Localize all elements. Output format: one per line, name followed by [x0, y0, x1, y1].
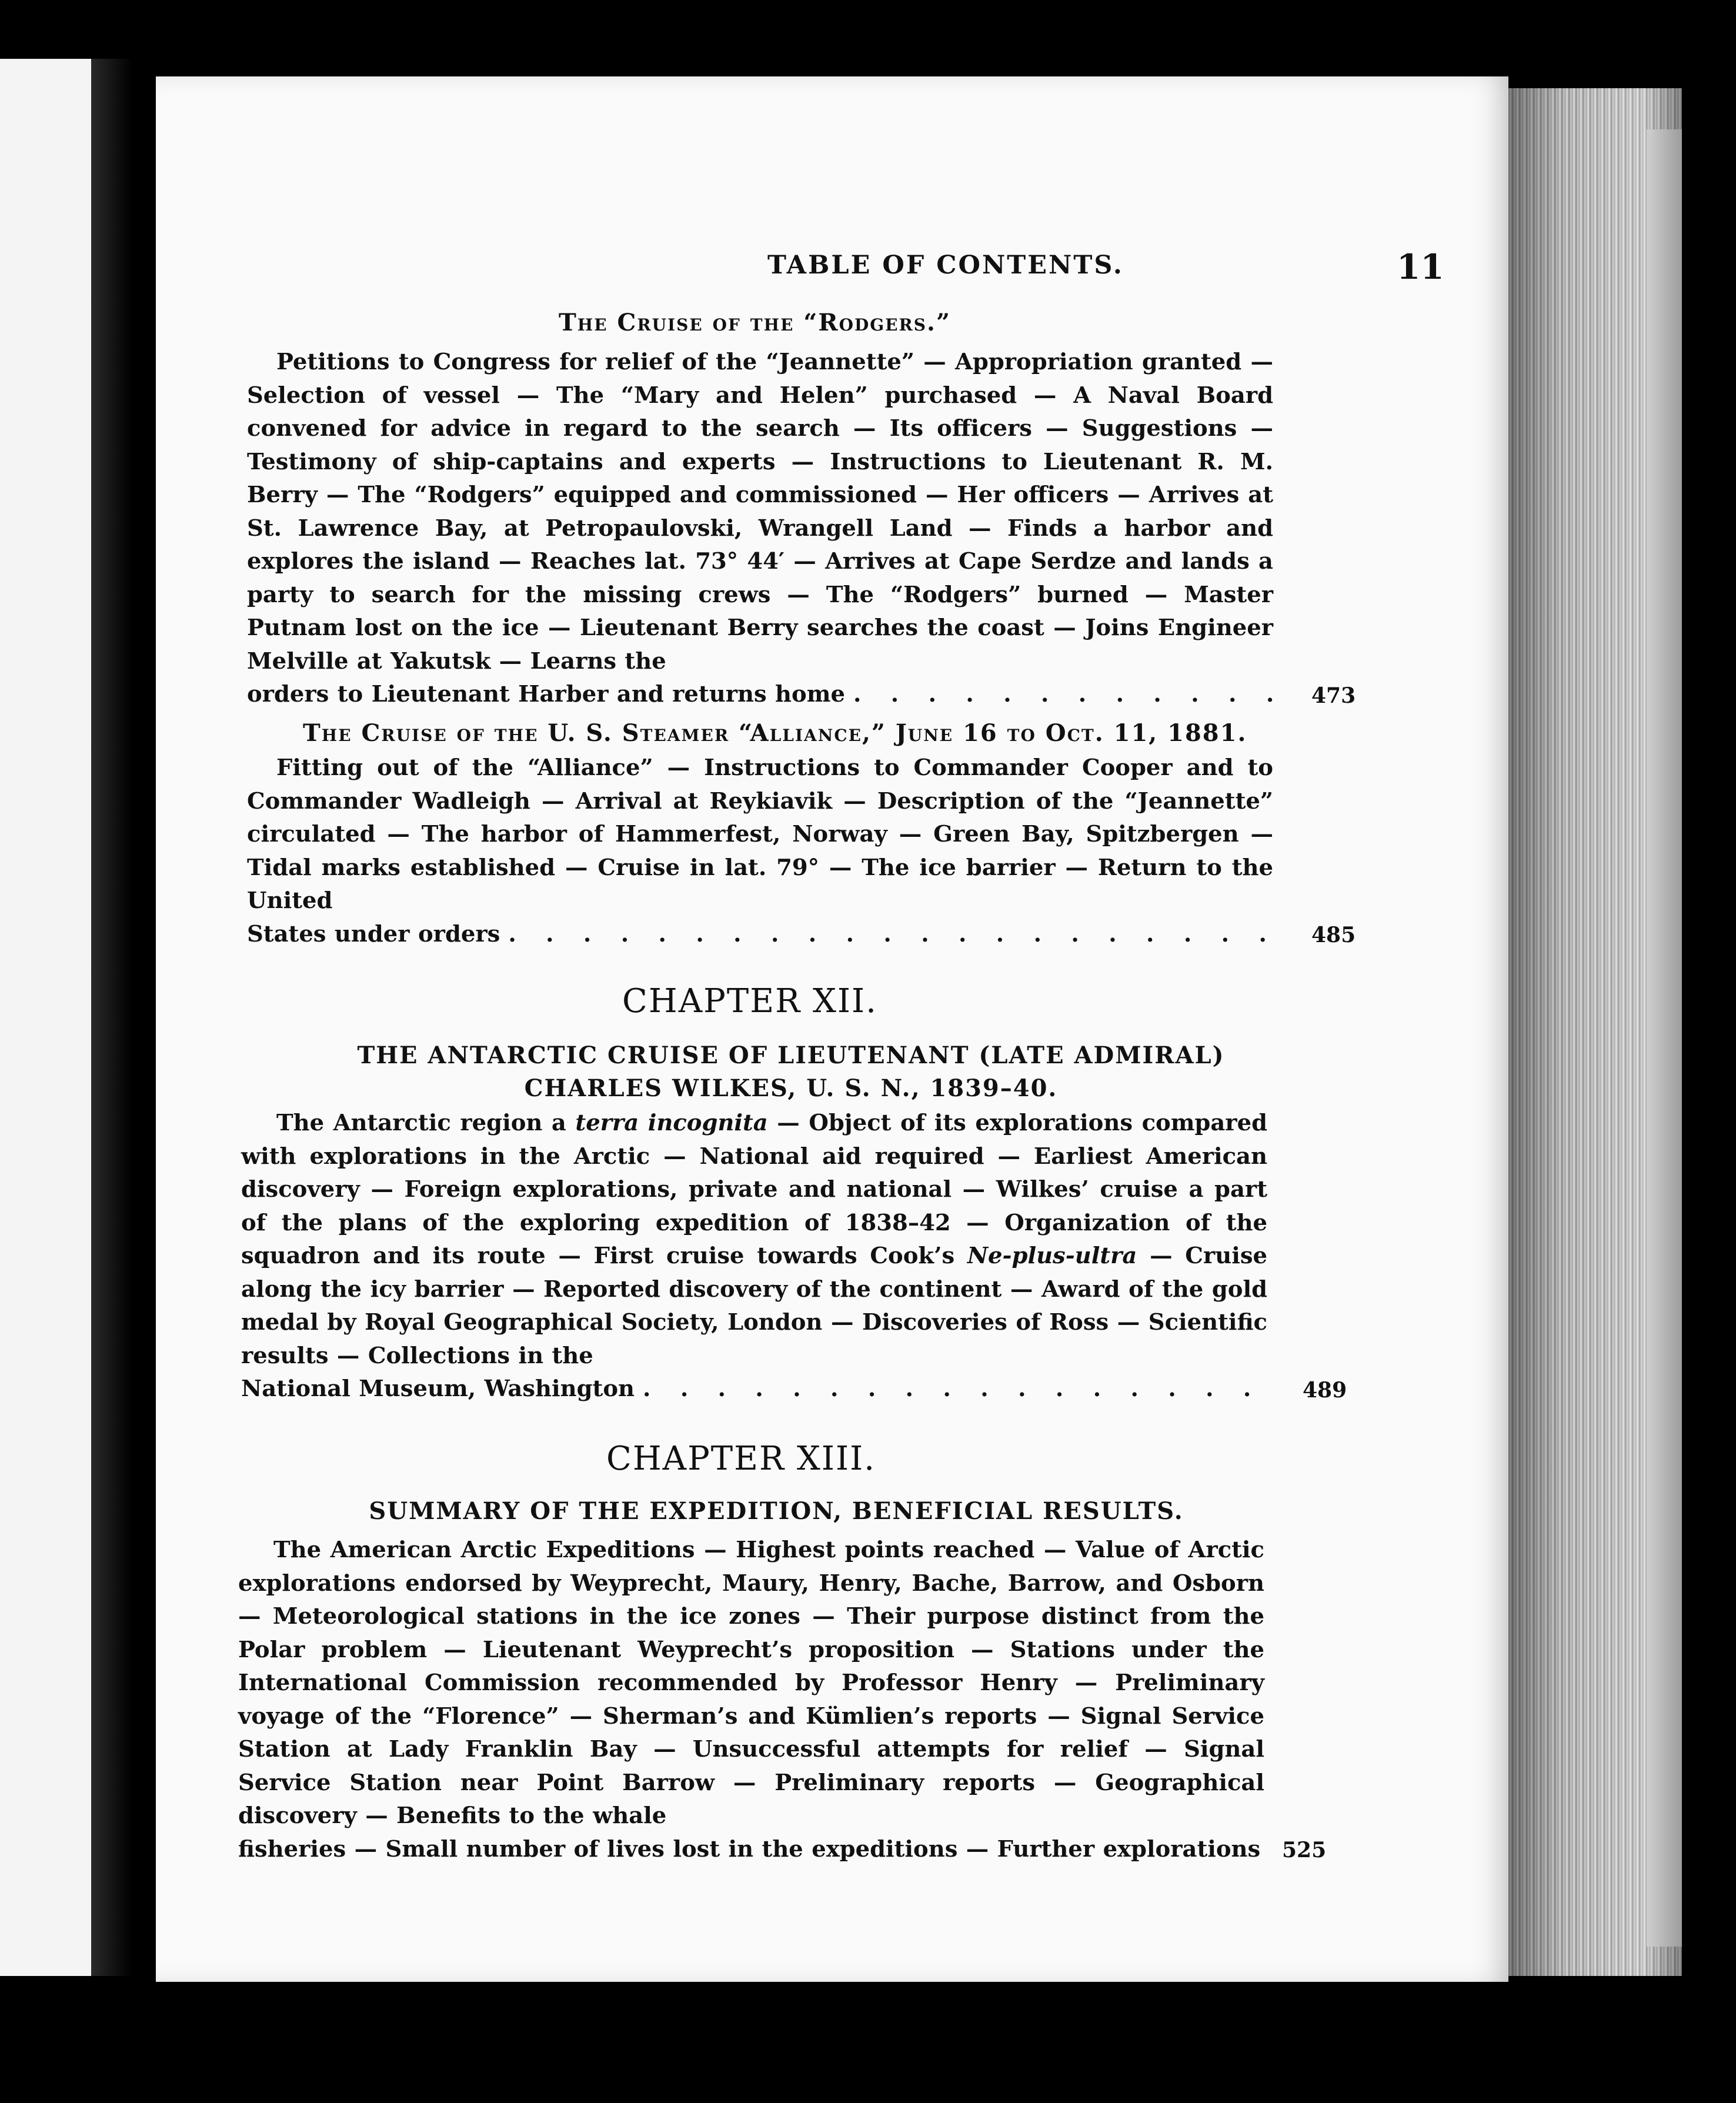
- leader-dots: [643, 1373, 1267, 1406]
- entry-page-ref: 489: [1303, 1377, 1347, 1403]
- entry-page-ref: 473: [1311, 683, 1356, 708]
- entry-summary-last-line: States under orders: [247, 920, 500, 947]
- entry-summary-last-line: orders to Lieutenant Harber and returns home: [247, 681, 845, 707]
- toc-entry-chapter-13: [238, 1534, 1344, 1866]
- section-title-alliance: The Cruise of the U. S. Steamer “Alliance,” June 16 to Oct. 11, 1881.: [303, 719, 1247, 747]
- entry-summary-last-line: National Museum, Washington: [241, 1376, 635, 1402]
- entry-summary: Petitions to Congress for relief of the “Jeannette” — Appropriation granted — Selection of vessel — The “Mary and Helen” purchased — A Naval Board convened for advice in regard to the search — Its officers — Suggestions — Testimony of ship-captains and experts — Instructions to Lieutenant R. M. Berry — The “Rodgers” equipped and commissioned — Her officers — Arrives at St. Lawrence Bay, at Petropaulovski, Wrangell Land — Finds a harbor and explores the island — Reaches lat. 73° 44′ — Arrives at Cape Serdze and lands a party to search for the missing crews — The “Rodgers” burned — Master Putnam lost on the ice — Lieutenant Berry searches the coast — Joins Engineer Melville at Yakutsk — Learns the: [247, 349, 1273, 675]
- entry-page-ref: 525: [1282, 1838, 1327, 1862]
- entry-summary-last-line: fisheries — Small number of lives lost in the expeditions — Further explorations: [238, 1835, 1261, 1862]
- facing-page-edge: [0, 59, 91, 1976]
- toc-entry-chapter-12: [241, 1107, 1347, 1406]
- chapter-13-heading: CHAPTER XIII.: [606, 1440, 876, 1478]
- running-head: TABLE OF CONTENTS.: [767, 251, 1124, 280]
- chapter-12-title: THE ANTARCTIC CRUISE OF LIEUTENANT (LATE ADMIRAL) CHARLES WILKES, U. S. N., 1839–40.: [357, 1042, 1225, 1102]
- entry-summary: The American Arctic Expeditions — Highest points reached — Value of Arctic explorations endorsed by Weyprecht, Maury, Henry, Bache, Barrow, and Osborn — Meteorological stations in the ice zones — Their purpose distinct from the Polar problem — Lieutenant Weyprecht’s proposition — Stations under the International Commission recommended by Professor Henry — Preliminary voyage of the “Florence” — Sherman’s and Kümlien’s reports — Signal Service Station at Lady Franklin Bay — Unsuccessful attempts for relief — Signal Service Station near Point Barrow — Preliminary reports — Geographical discovery — Benefits to the whale: [238, 1537, 1264, 1829]
- toc-entry-rodgers: [247, 346, 1356, 712]
- toc-entry-alliance: [247, 752, 1356, 951]
- chapter-13-title: SUMMARY OF THE EXPEDITION, BENEFICIAL RESULTS.: [369, 1497, 1184, 1525]
- leader-dots: [508, 918, 1273, 952]
- entry-summary: The Antarctic region a terra incognita — Object of its explorations compared with explorations in the Arctic — National aid required — Earliest American discovery — Foreign explorations, private and national — Wilkes’ cruise a part of the plans of the exploring expedition of 1838–42 — Organization of the squadron and its route — First cruise towards Cook’s Ne-plus-ultra — Cruise along the icy barrier — Reported discovery of the continent — Award of the gold medal by Royal Geographical Society, London — Discoveries of Ross — Scientific results — Collections in the: [241, 1110, 1267, 1369]
- chapter-12-heading: CHAPTER XII.: [622, 982, 877, 1020]
- page-number: 11: [1397, 247, 1444, 287]
- leader-dots: [853, 678, 1273, 712]
- book-gutter: [91, 59, 132, 1976]
- section-title-rodgers: The Cruise of the “Rodgers.”: [559, 309, 951, 336]
- book-page: [156, 76, 1508, 1982]
- entry-summary: Fitting out of the “Alliance” — Instructions to Commander Cooper and to Commander Wadleigh — Arrival at Reykiavik — Description of the “Jeannette” circulated — The harbor of Hammerfest, Norway — Green Bay, Spitzbergen — Tidal marks established — Cruise in lat. 79° — The ice barrier — Return to the United: [247, 755, 1273, 914]
- entry-page-ref: 485: [1311, 923, 1356, 947]
